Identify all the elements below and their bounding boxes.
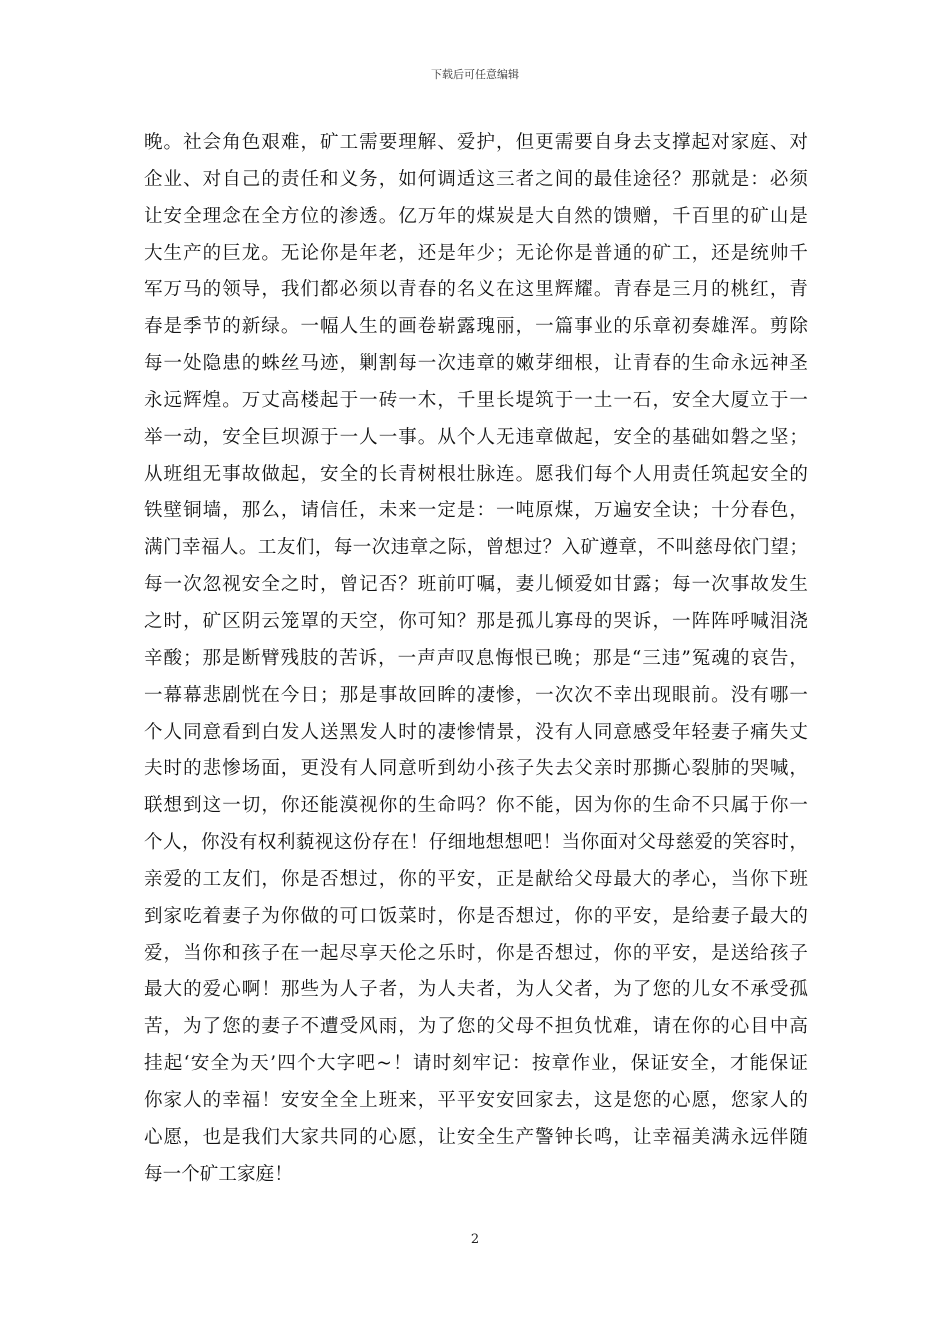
body-line: 联想到这一切，你还能漠视你的生命吗？你不能，因为你的生命不只属于你一 bbox=[144, 795, 808, 817]
body-line: 从班组无事故做起，安全的长青树根壮脉连。愿我们每个人用责任筑起安全的 bbox=[144, 463, 808, 485]
document-body bbox=[144, 125, 808, 1193]
body-line: 辛酸；那是断臂残肢的苦诉，一声声叹息悔恨已晚；那是“三违”冤魂的哀告， bbox=[144, 647, 808, 669]
body-line: 每一次忽视安全之时，曾记否？班前叮嘱，妻儿倾爱如甘露；每一次事故发生 bbox=[144, 574, 808, 596]
body-line: 之时，矿区阴云笼罩的天空，你可知？那是孤儿寡母的哭诉，一阵阵呼喊泪浇 bbox=[144, 610, 808, 632]
body-line: 亲爱的工友们，你是否想过，你的平安，正是献给父母最大的孝心，当你下班 bbox=[144, 868, 808, 890]
body-line: 最大的爱心啊！那些为人子者，为人夫者，为人父者，为了您的儿女不承受孤 bbox=[144, 979, 808, 1001]
body-line: 夫时的悲惨场面，更没有人同意听到幼小孩子失去父亲时那撕心裂肺的哭喊， bbox=[144, 758, 808, 780]
body-line: 举一动，安全巨坝源于一人一事。从个人无违章做起，安全的基础如磐之坚； bbox=[144, 426, 808, 448]
body-line-last: 每一个矿工家庭！ bbox=[144, 1163, 293, 1185]
body-line: 苦，为了您的妻子不遭受风雨，为了您的父母不担负忧难，请在你的心目中高 bbox=[144, 1016, 808, 1038]
body-line: 爱，当你和孩子在一起尽享天伦之乐时，你是否想过，你的平安，是送给孩子 bbox=[144, 942, 808, 964]
body-line: 永远辉煌。万丈高楼起于一砖一木，千里长堤筑于一土一石，安全大厦立于一 bbox=[144, 389, 808, 411]
body-line: 挂起‘安全为天’四个大字吧~！请时刻牢记：按章作业，保证安全，才能保证 bbox=[144, 1053, 808, 1075]
body-line: 让安全理念在全方位的渗透。亿万年的煤炭是大自然的馈赠，千百里的矿山是 bbox=[144, 205, 808, 227]
body-line: 你家人的幸福！安安全全上班来，平平安安回家去，这是您的心愿，您家人的 bbox=[144, 1089, 808, 1111]
body-line: 晚。社会角色艰难，矿工需要理解、爱护，但更需要自身去支撑起对家庭、对 bbox=[144, 132, 808, 153]
page-number: 2 bbox=[470, 1232, 480, 1247]
body-line: 大生产的巨龙。无论你是年老，还是年少；无论你是普通的矿工，还是统帅千 bbox=[144, 242, 808, 264]
page-header: 下载后可任意编辑 bbox=[431, 68, 519, 81]
body-line: 每一处隐患的蛛丝马迹，剿割每一次违章的嫩芽细根，让青春的生命永远神圣 bbox=[144, 353, 808, 375]
body-line: 心愿，也是我们大家共同的心愿，让安全生产警钟长鸣，让幸福美满永远伴随 bbox=[144, 1126, 808, 1148]
body-line: 个人同意看到白发人送黑发人时的凄惨情景，没有人同意感受年轻妻子痛失丈 bbox=[144, 721, 808, 743]
body-line: 一幕幕悲剧恍在今日；那是事故回眸的凄惨，一次次不幸出现眼前。没有哪一 bbox=[144, 684, 808, 706]
body-line: 到家吃着妻子为你做的可口饭菜时，你是否想过，你的平安，是给妻子最大的 bbox=[144, 905, 808, 927]
body-line: 满门幸福人。工友们，每一次违章之际，曾想过？入矿遵章，不叫慈母依门望； bbox=[144, 537, 808, 559]
body-line: 个人，你没有权利藐视这份存在！仔细地想想吧！当你面对父母慈爱的笑容时， bbox=[144, 832, 808, 854]
body-line: 春是季节的新绿。一幅人生的画卷崭露瑰丽，一篇事业的乐章初奏雄浑。剪除 bbox=[144, 316, 808, 338]
body-line: 企业、对自己的责任和义务，如何调适这三者之间的最佳途径？那就是：必须 bbox=[144, 168, 808, 190]
body-line: 军万马的领导，我们都必须以青春的名义在这里辉耀。青春是三月的桃红，青 bbox=[144, 279, 808, 301]
body-line: 铁壁铜墙，那么，请信任，未来一定是：一吨原煤，万遍安全诀；十分春色， bbox=[144, 500, 808, 522]
